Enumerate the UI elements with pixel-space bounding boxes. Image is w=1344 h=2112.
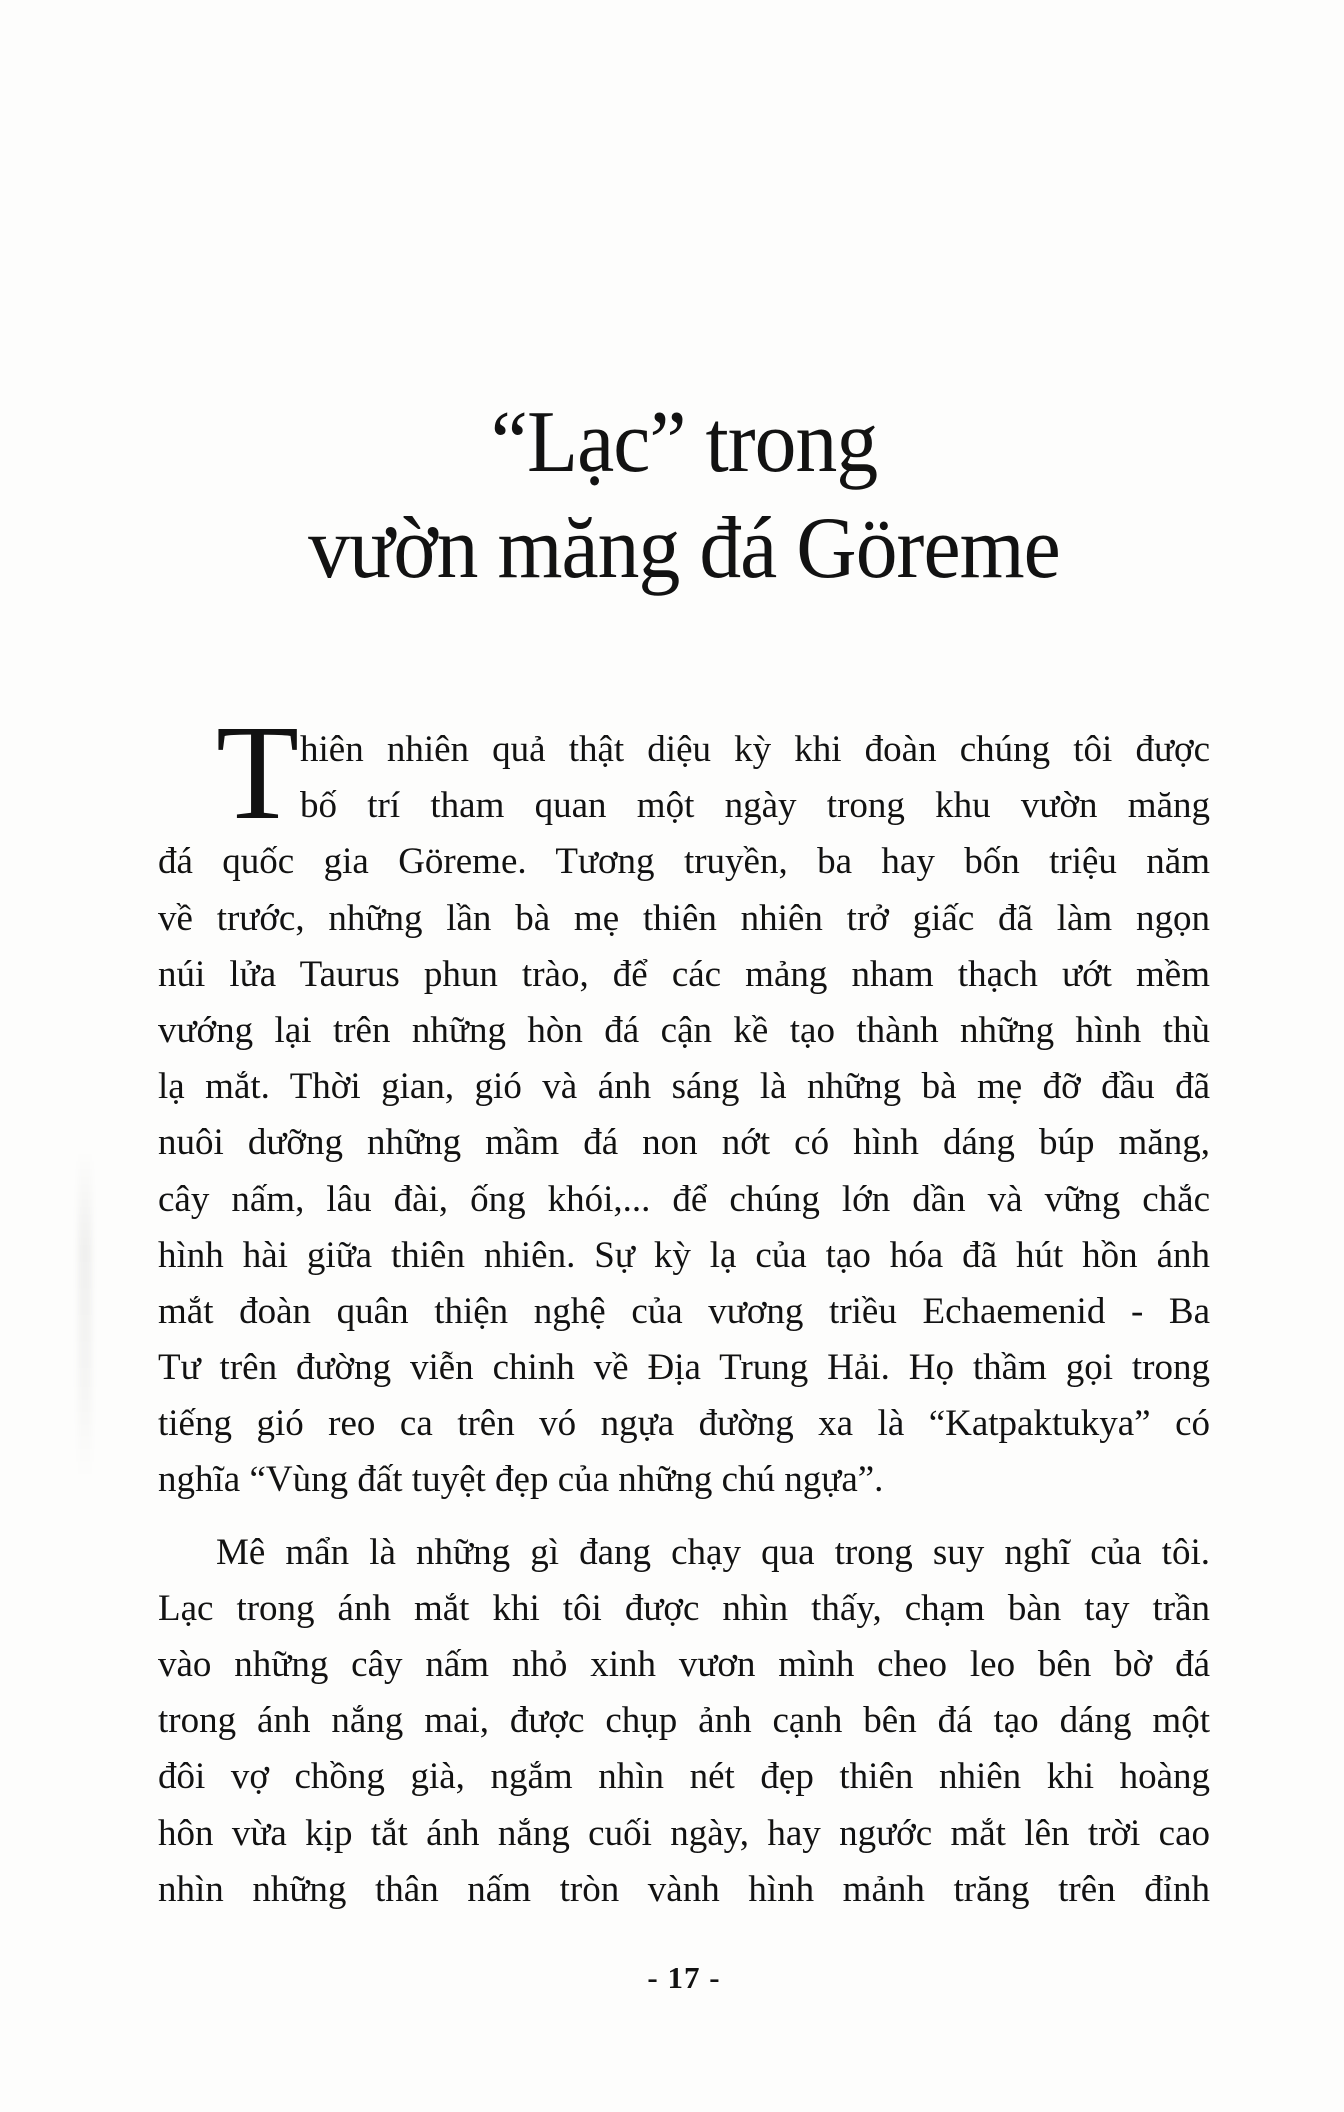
text-line: hôn vừa kịp tắt ánh nắng cuối ngày, hay ngước mắt lên trời cao — [158, 1812, 1210, 1854]
text-line: vào những cây nấm nhỏ xinh vươn mình cheo leo bên bờ đá — [158, 1644, 1210, 1685]
text-line: mắt đoàn quân thiện nghệ của vương triều Echaemenid - Ba — [158, 1290, 1210, 1332]
text-line: tiếng gió reo ca trên vó ngựa đường xa là “Katpaktukya” có — [158, 1403, 1210, 1445]
text-line: núi lửa Taurus phun trào, để các mảng nham thạch ướt mềm — [158, 953, 1210, 995]
text-line: đôi vợ chồng già, ngắm nhìn nét đẹp thiên nhiên khi hoàng — [158, 1756, 1210, 1798]
chapter-title — [158, 390, 1210, 602]
chapter-title-line1: “Lạc” trong — [490, 394, 878, 491]
page-number: - 17 - — [647, 1960, 721, 1995]
text-line: về trước, những lần bà mẹ thiên nhiên trở giấc đã làm ngọn — [158, 897, 1210, 939]
text-line: hình hài giữa thiên nhiên. Sự kỳ lạ của tạo hóa đã hút hồn ánh — [158, 1234, 1210, 1276]
scan-smudge-artifact — [78, 1150, 92, 1480]
text-line: nuôi dưỡng những mầm đá non nớt có hình dáng búp măng, — [158, 1122, 1210, 1164]
text-line: Lạc trong ánh mắt khi tôi được nhìn thấy, chạm bàn tay trần — [158, 1587, 1210, 1629]
chapter-title-line2: vườn măng đá Göreme — [308, 500, 1060, 597]
paragraph-2 — [158, 1525, 1210, 1918]
text-line: nghĩa “Vùng đất tuyệt đẹp của những chú ngựa”. — [158, 1459, 884, 1501]
body-text — [158, 698, 1210, 1918]
paragraph-1 — [158, 698, 1210, 1509]
text-line: Tư trên đường viễn chinh về Địa Trung Hải. Họ thầm gọi trong — [158, 1347, 1210, 1389]
dropcap-letter: T — [216, 698, 300, 848]
text-line: vướng lại trên những hòn đá cận kề tạo thành những hình thù — [158, 1009, 1210, 1051]
text-line: đá quốc gia Göreme. Tương truyền, ba hay bốn triệu năm — [158, 841, 1210, 883]
text-line: Mê mẩn là những gì đang chạy qua trong suy nghĩ của tôi. — [216, 1531, 1210, 1573]
text-line: cây nấm, lâu đài, ống khói,... để chúng lớn dần và vững chắc — [158, 1178, 1210, 1220]
text-line: nhìn những thân nấm tròn vành hình mảnh trăng trên đỉnh — [158, 1868, 1210, 1910]
text-line: bố trí tham quan một ngày trong khu vườn măng — [300, 785, 1210, 827]
text-line: hiên nhiên quả thật diệu kỳ khi đoàn chúng tôi được — [300, 729, 1210, 770]
text-line: lạ mắt. Thời gian, gió và ánh sáng là những bà mẹ đỡ đầu đã — [158, 1066, 1210, 1108]
text-line: trong ánh nắng mai, được chụp ảnh cạnh bên đá tạo dáng một — [158, 1700, 1210, 1742]
